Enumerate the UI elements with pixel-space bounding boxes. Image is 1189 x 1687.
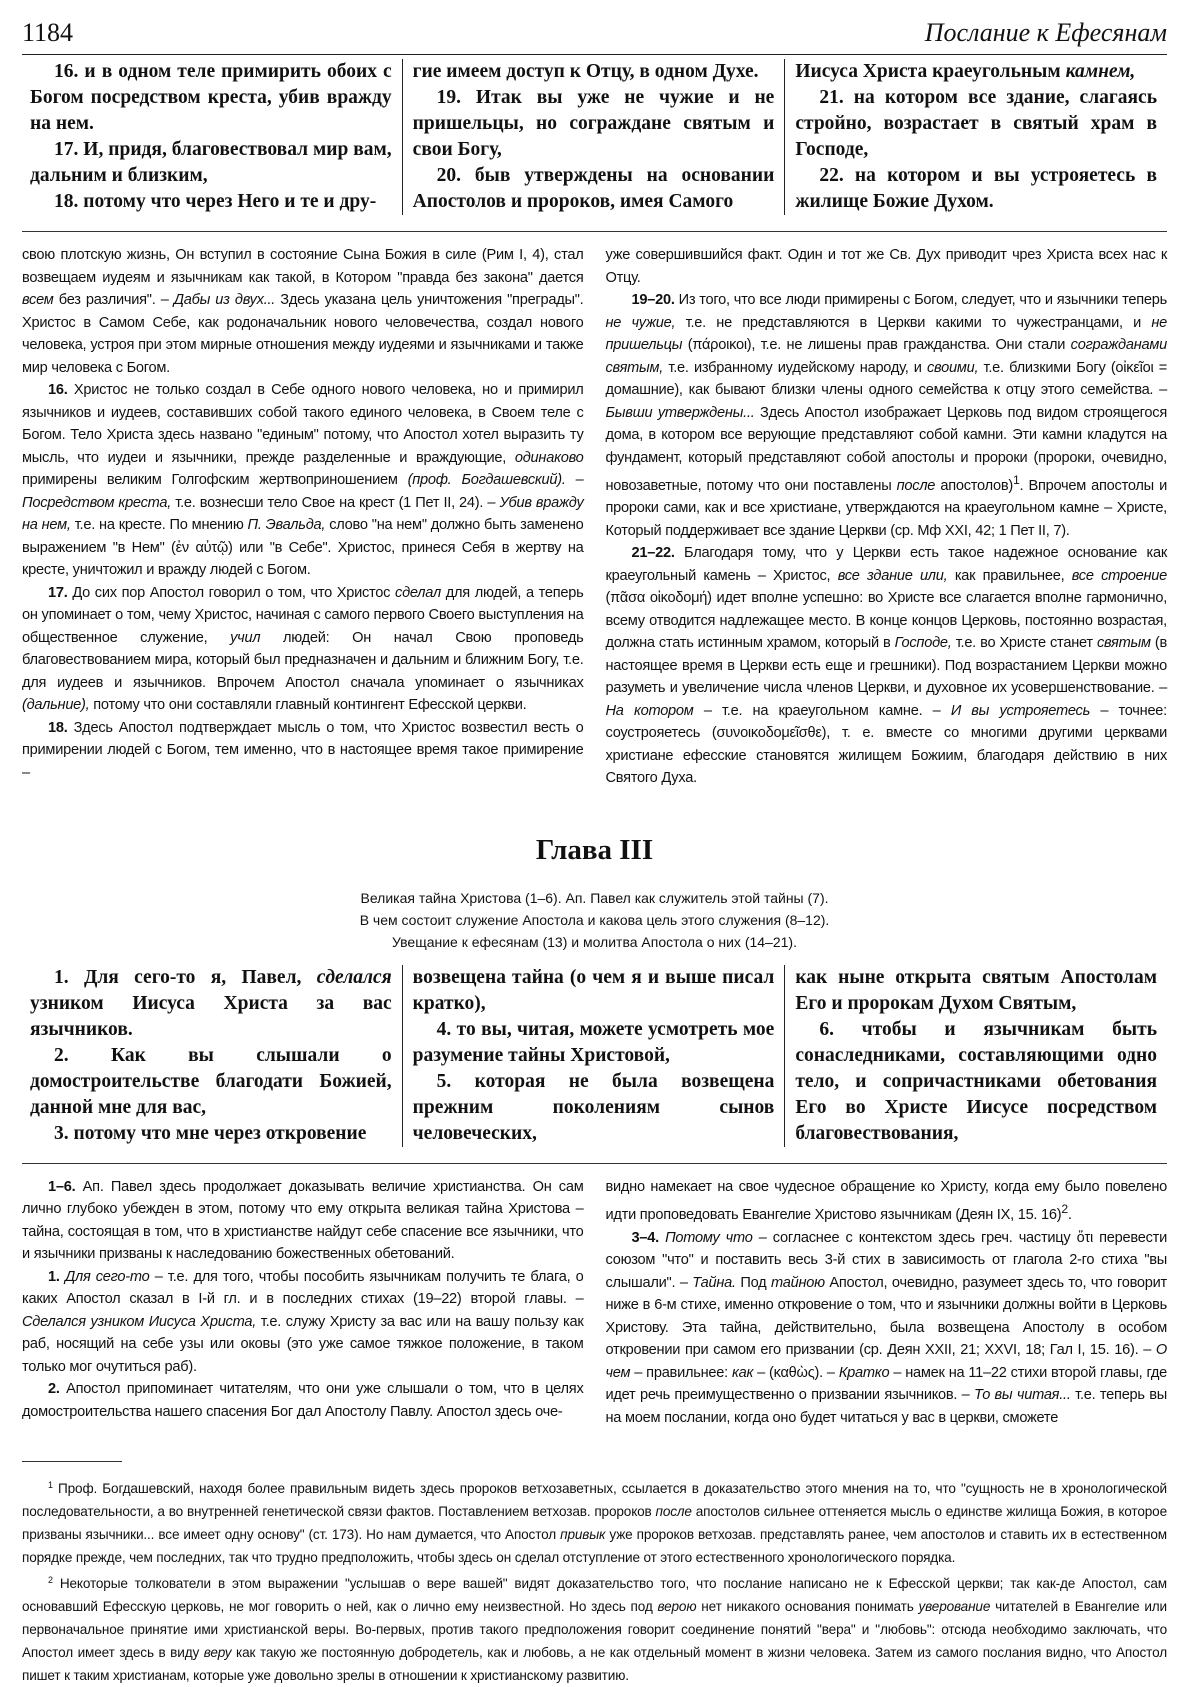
footnote-mark: 1 xyxy=(48,1480,53,1491)
verse: 20. быв утверждены на основании Апостолов и пророков, имея Самого xyxy=(412,165,775,212)
footnote-separator xyxy=(22,1461,122,1462)
scripture-column xyxy=(402,59,785,215)
page-number: 1184 xyxy=(22,18,74,47)
commentary-paragraph: 2. Апостол припоминает читателям, что они уже слышали о том, что в целях домостроительства нашего спасения Бог дал Апостолу Павлу. Апостол здесь оче- xyxy=(22,1381,584,1420)
scripture-text-ch3 xyxy=(22,965,1167,1147)
commentary-paragraph: 18. Здесь Апостол подтверждает мысль о том, что Христос возвестил весть о примирении людей с Богом, тем именно, что в настоящее время такое примирение – xyxy=(22,719,584,781)
commentary-paragraph: свою плотскую жизнь, Он вступил в состояние Сына Божия в силе (Рим I, 4), стал возвещаем иудеям и язычникам как такой, в Котором "правда без закона" дается всем без различия". – Дабы из двух... Здесь указана цель уничтожения "преграды". Христос в Самом Себе, как родоначальник нового человечества, создал нового человека, устроя при этом мирные отношения между иудеями и язычниками и также мир человека с Богом. xyxy=(22,247,584,376)
verse: 4. то вы, читая, можете усмотреть мое разумение тайны Христовой, xyxy=(412,1018,775,1066)
verse: 17. И, придя, благовествовал мир вам, дальним и близким, xyxy=(30,139,392,186)
verse: 16. и в одном теле примирить обоих с Богом посредством креста, убив вражду на нем. xyxy=(30,61,392,134)
chapter-title: Глава III xyxy=(535,833,654,866)
verse: возвещена тайна (о чем я и выше писал кратко), xyxy=(412,966,775,1014)
verse: 19. Итак вы уже не чужие и не пришельцы, но сограждане святым и свои Богу, xyxy=(412,87,775,160)
scripture-column xyxy=(784,965,1167,1147)
footnotes xyxy=(22,1474,1167,1687)
verse: 2. Как вы слышали о домостроительстве благодати Божией, данной мне для вас, xyxy=(30,1044,392,1118)
commentary-paragraph: 16. Христос не только создал в Себе одного нового человека, но и примирил язычников и иудеев, составивших собой такого единого человека, в Своем теле с Богом. Тело Христа здесь названо "единым" потому, что Апостол хотел выразить ту мысль, что иудеи и язычники, прежде разделенные и враждующие, одинаково примирены великим Голгофским жертвоприношением (проф. Богдашевский). – Посредством креста, т.е. вознесши тело Свое на крест (1 Пет II, 24). – Убив вражду на нем, т.е. на кресте. По мнению П. Эвальда, слово "на нем" должно быть заменено выражением "в Нем" (ἐν αὐτῷ) или "в Себе". Христос, принеся Себя в жертву на кресте, уничтожил и вражду людей с Богом. xyxy=(22,382,584,578)
verse: 6. чтобы и язычникам быть сонаследниками, составляющими одно тело, и сопричастниками обетования Его во Христе Иисусе посредством благовествования, xyxy=(795,1018,1158,1144)
verse: 5. которая не была возвещена прежним поколениям сынов человеческих, xyxy=(412,1070,775,1144)
commentary-column xyxy=(22,1176,584,1429)
commentary-paragraph: 1–6. Ап. Павел здесь продолжает доказывать величие христианства. Он сам лично глубоко убежден в этом, потому что ему открыта великая тайна Христова – тайна, состоящая в том, что в христианстве найдут себе спасение все язычники, что и язычники призваны к наследованию божественных обетований. xyxy=(22,1178,584,1263)
book-title: Послание к Ефесянам xyxy=(924,18,1167,47)
chapter-summary xyxy=(22,887,1167,953)
commentary-column xyxy=(606,244,1168,790)
commentary-column xyxy=(606,1176,1168,1429)
commentary-paragraph: 21–22. Благодаря тому, что у Церкви есть такое надежное основание как краеугольный камень – Христос, все здание или, как правильнее, все строение (πᾶσα οἰκοδομή) идет вполне успешно: во Христе все слагается вполне гармонично, всему отводится надлежащее место. В конце концов Церковь, постоянно возрастая, должна стать истинным храмом, который в Господе, т.е. во Христе станет святым (в настоящее время в Церкви есть еще и грешники). Под возрастанием Церкви можно разуметь и увеличение числа членов Церкви, и духовное их усовершенствование. – На котором – т.е. на краеугольном камне. – И вы устрояетесь – точнее: соустрояетесь (συνοικοδομεῖσθε), т. е. вместе со многими другими церквами христиане ефесские становятся жилищем Божиим, благодаря действию в них Святого Духа. xyxy=(605,545,1168,787)
verse: Иисуса Христа краеугольным камнем, xyxy=(795,61,1136,82)
footnote-mark: 2 xyxy=(48,1575,53,1586)
commentary-paragraph: видно намекает на свое чудесное обращение ко Христу, когда ему было повелено идти проповедовать Евангелие Христово язычникам (Деян IX, 15. 16)$^2$. xyxy=(605,1178,1167,1224)
page xyxy=(22,18,1167,1687)
commentary-ch2 xyxy=(22,244,1167,790)
scripture-column xyxy=(402,965,785,1147)
summary-line: Увещание к ефесянам (13) и молитва Апостола о них (14–21). xyxy=(392,933,797,950)
summary-line: В чем состоит служение Апостола и какова цель этого служения (8–12). xyxy=(359,911,830,928)
verse: гие имеем доступ к Отцу, в одном Духе. xyxy=(412,61,759,82)
commentary-paragraph: 17. До сих пор Апостол говорил о том, что Христос сделал для людей, а теперь он упоминает о том, чему Христос, начиная с самого первого Своего выступления на общественное служение, учил людей: Он начал Свою проповедь благовествованием мира, который был предназначен и дальним и ближним Богу, т.е. для иудеев и язычников. Впрочем Апостол сначала упоминает о язычниках (дальние), потому что они составляли главный контингент Ефесской церкви. xyxy=(22,584,584,713)
commentary-paragraph: 19–20. Из того, что все люди примирены с Богом, следует, что и язычники теперь не чужие, т.е. не представляются в Церкви какими то чужестранцами, и не пришельцы (πάροικοι), т.е. не лишены прав гражданства. Они стали согражданами святым, т.е. избранному иудейскому народу, и своими, т.е. близкими Богу (οἰκεῖοι = домашние), как бывают близки члены одного семейства к отцу этого семейства. – Бывши утверждены... Здесь Апостол изображает Церковь под видом строящегося дома, в котором все верующие представляют собой камни. Эти камни кладутся на фундамент, который представляют собой апостолы и пророки (пророки, очевидно, новозаветные, потому что они поставлены после апостолов)$^1$. Впрочем апостолы и пророки сами, как и все христиане, утверждаются на краеугольном камне – Христе, Который поддерживает все здание Церкви (ср. Мф XXI, 42; 1 Пет II, 7). xyxy=(605,292,1168,539)
footnote: $^1$ Проф. Богдашевский, находя более правильным видеть здесь пророков ветхозаветных, ссылается в доказательство этого мнения на то, что "сущность не в хронологической последовательности, а во внутренней генетической связи фактов. Поставлением ветхозав. пророков после апостолов сильнее оттеняется мысль о единстве жилища Божия, в которое призваны язычники... все имеет одну основу" (ст. 173). Но нам думается, что Апостол привык уже пророков ветхозав. представлять ранее, чем апостолов и ставить их в естественном порядке прежде, чем последних, так что трудно предположить, чтобы здесь он сделал отступление от этого естественного хронологического порядка. xyxy=(22,1480,1167,1566)
scripture-column xyxy=(22,965,402,1147)
scripture-column xyxy=(784,59,1167,215)
footnote: $^2$ Некоторые толкователи в этом выражении "услышав о вере вашей" видят доказательство того, что послание написано не к Ефесской церкви; так как-де Апостол, сам основавший Ефесскую церковь, не мог говорить о ней, как о лично ему неизвестной. Но здесь под верою нет никакого основания понимать уверование читателей в Евангелие или первоначальное принятие ими христианской веры. Во-первых, против такого предположения говорит соединение понятий "вера" и "любовь": отсюда необходимо заключать, что Апостол имеет здесь в виду веру как такую же постоянную добродетель, как и любовь, а не как отдельный момент в жизни человека. Затем из самого послания видно, что Апостол пишет к таким христианам, которые уже довольно зрелы в отношении к христианскому развитию. xyxy=(22,1575,1167,1684)
commentary-paragraph: 1. Для сего-то – т.е. для того, чтобы пособить язычникам получить те блага, о каких Апостол сказал в I-й гл. и в последних стихах (19–22) второй главы. – Сделался узником Иисуса Христа, т.е. служу Христу за вас или на вашу пользу как раб, носящий на себе узы или оковы (это уже самое тяжкое положение, в таком только мог очутиться раб). xyxy=(22,1268,584,1375)
commentary-column xyxy=(22,244,584,790)
commentary-paragraph: уже совершившийся факт. Один и тот же Св. Дух приводит чрез Христа всех нас к Отцу. xyxy=(605,247,1167,286)
divider xyxy=(22,231,1167,232)
scripture-column xyxy=(22,59,402,215)
verse: 22. на котором и вы устрояетесь в жилище Божие Духом. xyxy=(795,165,1158,212)
commentary-ch3 xyxy=(22,1176,1167,1429)
divider xyxy=(22,1163,1167,1164)
summary-line: Великая тайна Христова (1–6). Ап. Павел как служитель этой тайны (7). xyxy=(360,889,829,906)
verse: 18. потому что через Него и те и дру- xyxy=(54,191,377,212)
verse: 3. потому что мне через откровение xyxy=(54,1122,367,1144)
commentary-paragraph: 3–4. Потому что – согласнее с контекстом здесь греч. частицу ὅτι перевести союзом "что" и поставить весь 3-й стих в зависимость от глагола 2-го стиха "вы слышали". – Тайна. Под тайною Апостол, очевидно, разумеет здесь то, что говорит ниже в 6-м стихе, именно откровение о том, что и язычники должны войти в Церковь Христову. Эта тайна, действительно, была возвещена Апостолу в особом откровении при самом его призвании (ср. Деян XXII, 21; XXVI, 18; Гал I, 15. 16). – О чем – правильнее: как – (καθὼς). – Кратко – намек на 11–22 стихи второй главы, где идет речь преимущественно о призвании язычников. – То вы читая... т.е. теперь вы на моем послании, когда оно будет читаться у вас в церкви, сможете xyxy=(605,1229,1168,1426)
scripture-text-ch2 xyxy=(22,59,1167,215)
running-header xyxy=(22,18,1167,55)
verse: как ныне открыта святым Апостолам Его и пророкам Духом Святым, xyxy=(795,966,1158,1014)
verse: 21. на котором все здание, слагаясь стройно, возрастает в святый храм в Господе, xyxy=(795,87,1158,160)
verse: 1. Для сего-то я, Павел, сделался узником Иисуса Христа за вас язычников. xyxy=(30,966,392,1040)
